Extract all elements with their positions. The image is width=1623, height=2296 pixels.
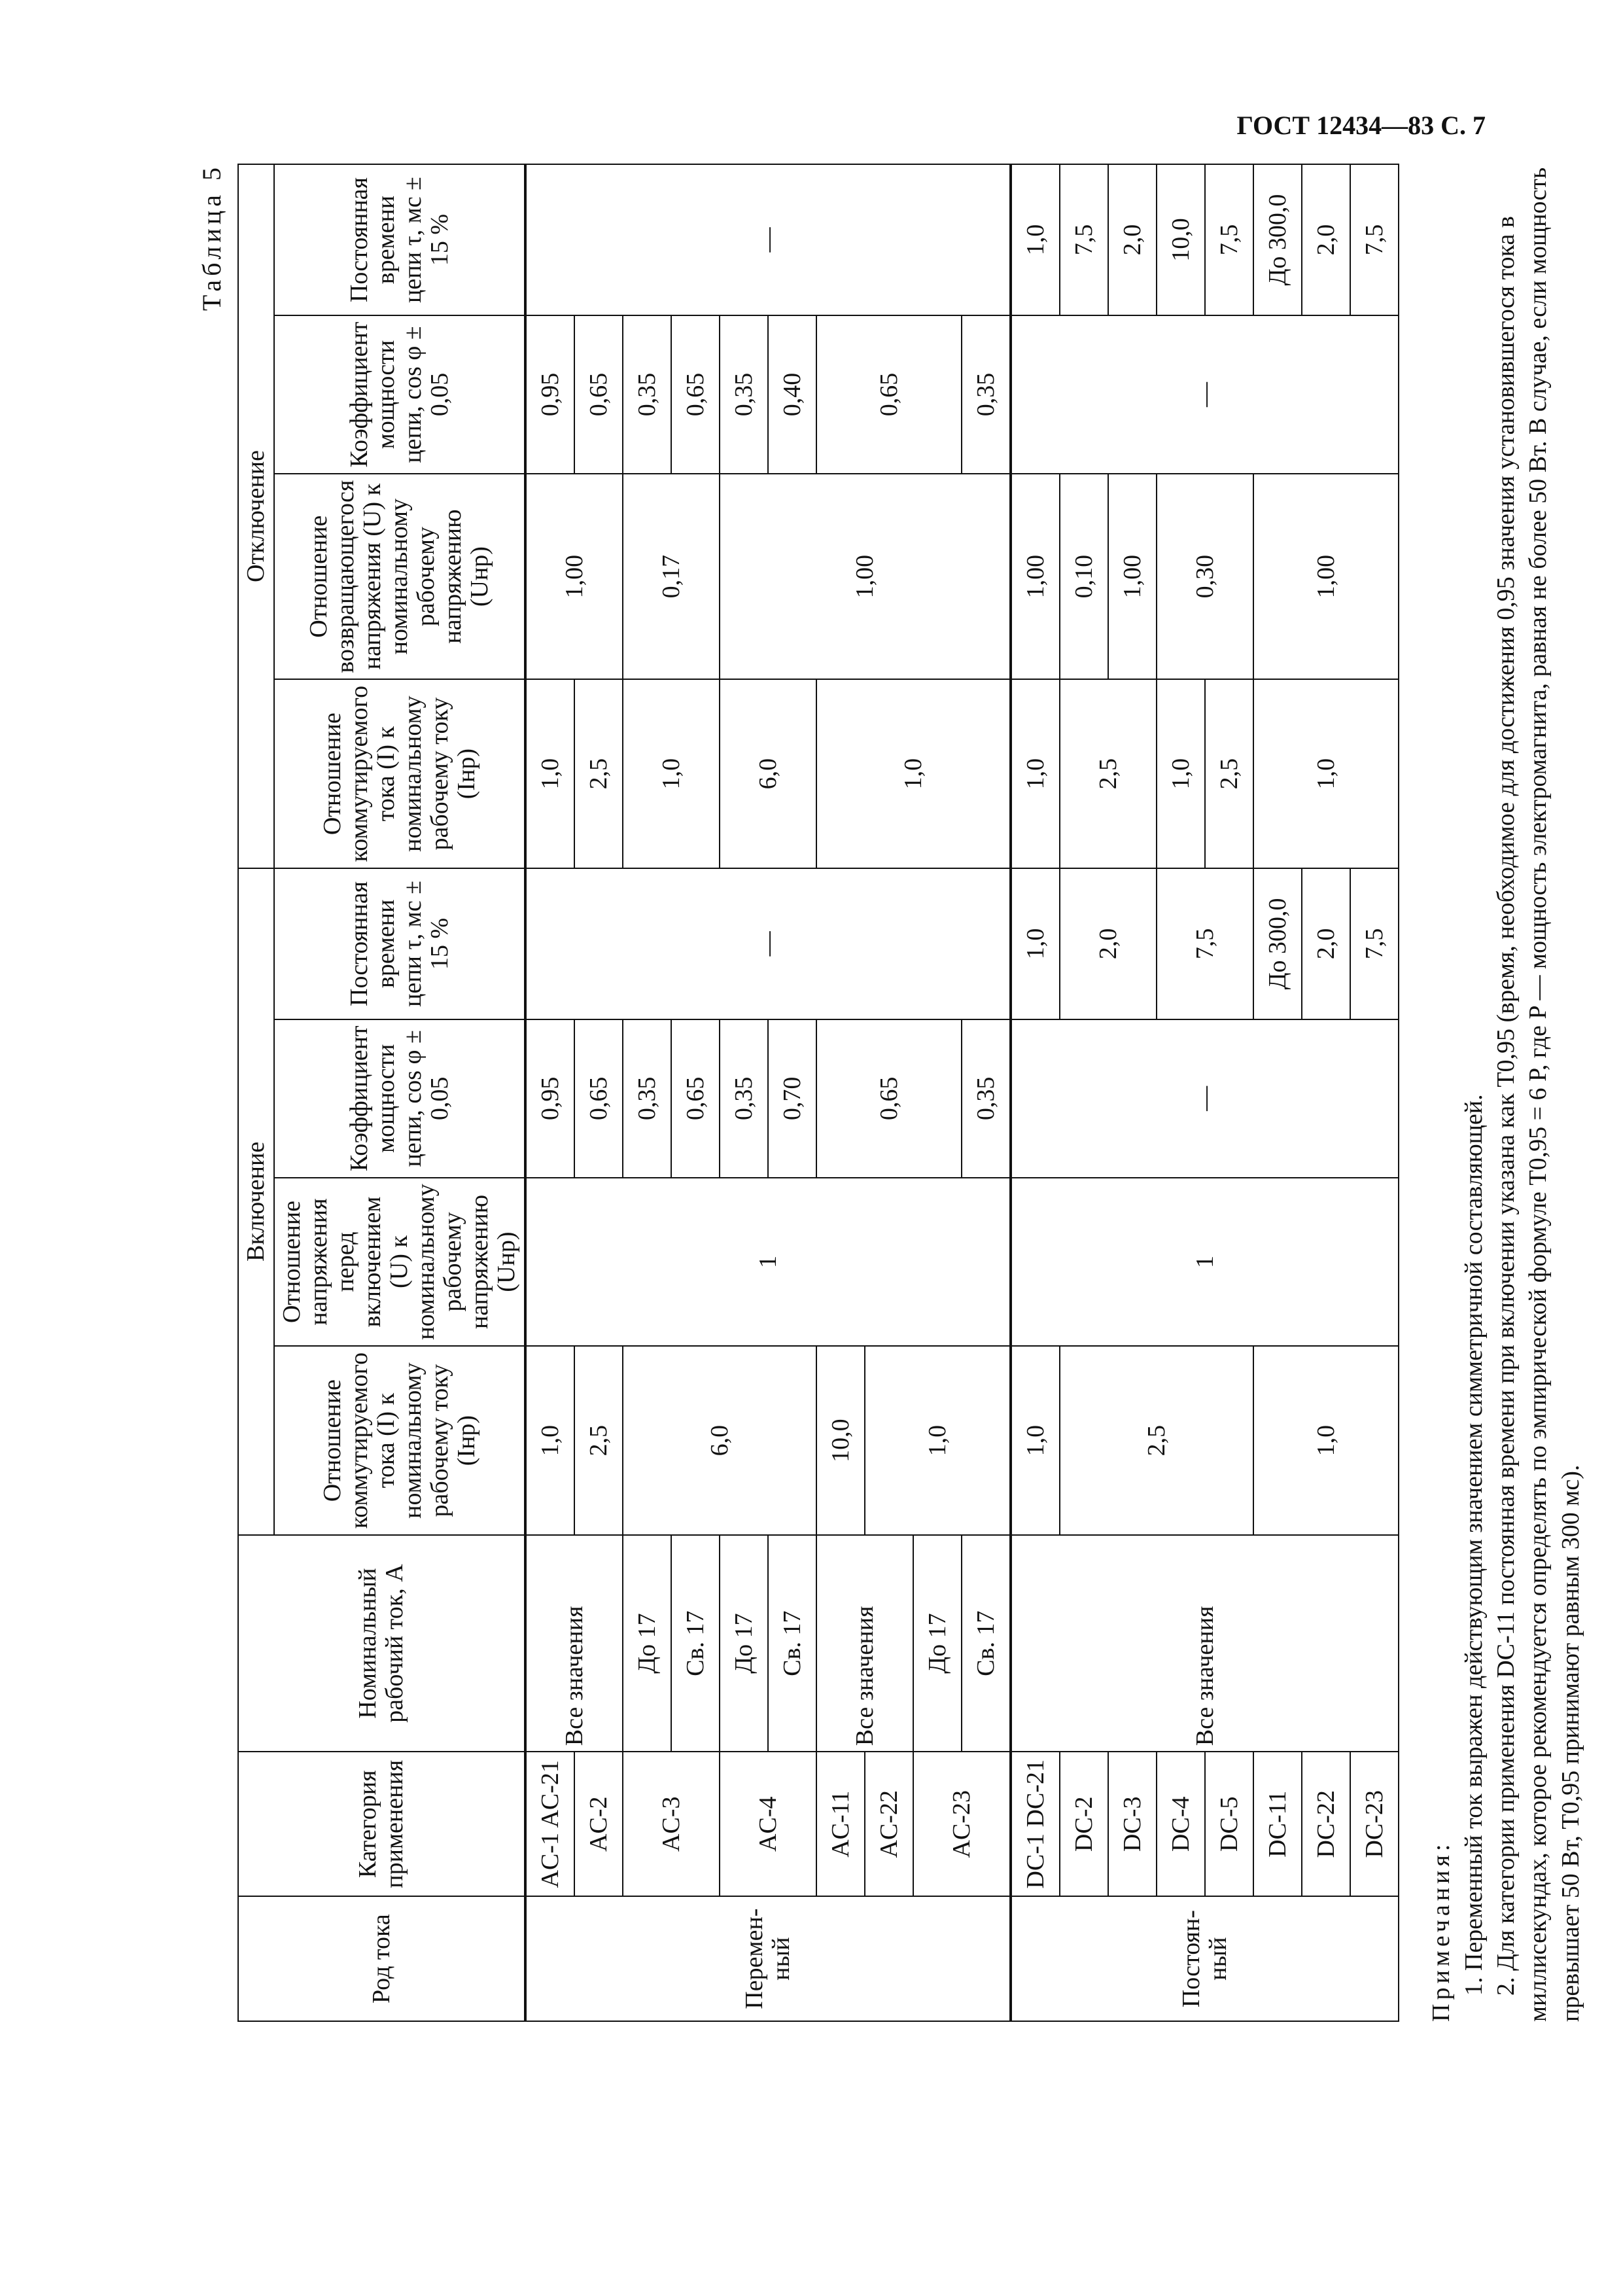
header-switching-off: Отключение (238, 164, 274, 868)
table-row (768, 164, 816, 2021)
off-current-cell: 1,0 (816, 679, 1011, 868)
on-cos-cell: 0,65 (671, 1019, 720, 1178)
off-cos-cell: 0,35 (623, 315, 671, 474)
note-item: 2. Для категории применения DC-11 постоянная времени при включении указана как T0,95 (время, необходимое для достижения 0,95 значения установившегося тока в миллисекундах, которое рекомендуется определять по эмпирической формуле T0,95 = 6 P, где P — мощность электромагнита, равная не более 50 Вт. В случае, если мощность превышает 50 Вт, T0,95 принимают равным 300 мс). (1492, 167, 1584, 2022)
rated-current-cell: Св. 17 (962, 1535, 1011, 1752)
category-cell: AC-1 AC-21 (525, 1752, 574, 1896)
off-current-cell: 2,5 (1060, 679, 1157, 868)
on-cos-cell: 0,65 (574, 1019, 623, 1178)
off-current-cell: 6,0 (720, 679, 816, 868)
on-current-cell: 1,0 (525, 1346, 574, 1535)
on-current-cell: 1,0 (1253, 1346, 1399, 1535)
category-cell: DC-2 (1060, 1752, 1108, 1896)
header-on-voltage-ratio: Отношение напряжения перед включением (U) к номинальному рабочему напряжению (Uнр) (274, 1178, 525, 1347)
off-cos-cell: — (1011, 315, 1399, 474)
on-tau-cell: 1,0 (1011, 868, 1060, 1019)
note-item: 1. Переменный ток выражен действующим значением симметричной составляющей. (1459, 1094, 1488, 1996)
document-reference: ГОСТ 12434—83 С. 7 (1236, 111, 1486, 140)
rated-current-cell: Все значения (525, 1535, 623, 1752)
category-cell: AC-2 (574, 1752, 623, 1896)
table-row (816, 164, 865, 2021)
off-cos-cell: 0,95 (525, 315, 574, 474)
off-current-cell: 1,0 (525, 679, 574, 868)
header-on-time-constant: Постоянная времени цепи τ, мс ± 15 % (274, 868, 525, 1019)
rated-current-cell: До 17 (913, 1535, 962, 1752)
on-current-cell: 6,0 (623, 1346, 816, 1535)
category-cell: DC-4 (1157, 1752, 1205, 1896)
off-tau-cell: 2,0 (1302, 164, 1350, 315)
category-cell: DC-11 (1253, 1752, 1302, 1896)
header-off-current-ratio: Отношение коммутируемого тока (I) к номинальному рабочему току (Iнр) (274, 679, 525, 868)
table-row (720, 164, 768, 2021)
on-current-cell: 2,5 (1060, 1346, 1253, 1535)
off-voltage-cell: 1,00 (525, 474, 623, 679)
off-voltage-cell: 0,17 (623, 474, 720, 679)
notes-heading: Примечания: (1427, 1840, 1456, 2022)
off-tau-cell: 10,0 (1157, 164, 1205, 315)
off-current-cell: 1,0 (623, 679, 720, 868)
header-off-power-factor: Коэффициент мощности цепи, cos φ ± 0,05 (274, 315, 525, 474)
rated-current-cell: Св. 17 (671, 1535, 720, 1752)
header-kind: Род тока (238, 1896, 525, 2021)
off-voltage-cell: 1,00 (720, 474, 1011, 679)
on-cos-cell: 0,65 (816, 1019, 962, 1178)
on-current-cell: 10,0 (816, 1346, 865, 1535)
table-row (623, 164, 671, 2021)
switching-conditions-table (237, 164, 1399, 2022)
off-current-cell: 1,0 (1157, 679, 1205, 868)
off-tau-cell: До 300,0 (1253, 164, 1302, 315)
rated-current-cell: Все значения (816, 1535, 913, 1752)
table-title: Таблица 5 (197, 164, 226, 311)
off-cos-cell: 0,40 (768, 315, 816, 474)
on-voltage-cell: 1 (1011, 1178, 1399, 1347)
header-off-voltage-ratio: Отношение возвращающегося напряжения (U) к номинальному рабочему напряжению (Uнр) (274, 474, 525, 679)
off-cos-cell: 0,35 (962, 315, 1011, 474)
off-current-cell: 2,5 (574, 679, 623, 868)
on-tau-cell: 2,0 (1060, 868, 1157, 1019)
off-voltage-cell: 1,00 (1253, 474, 1399, 679)
category-cell: AC-11 (816, 1752, 865, 1896)
header-switching-on: Включение (238, 868, 274, 1535)
category-cell: AC-4 (720, 1752, 816, 1896)
on-current-cell: 1,0 (865, 1346, 1011, 1535)
off-cos-cell: 0,65 (671, 315, 720, 474)
off-voltage-cell: 1,00 (1108, 474, 1157, 679)
category-cell: DC-3 (1108, 1752, 1157, 1896)
group-label-dc: Постоян- ный (1011, 1896, 1399, 2021)
category-cell: DC-5 (1205, 1752, 1253, 1896)
category-cell: DC-23 (1350, 1752, 1399, 1896)
table-row (1011, 164, 1060, 2021)
table-row (962, 164, 1011, 2021)
off-tau-cell: 2,0 (1108, 164, 1157, 315)
off-voltage-cell: 1,00 (1011, 474, 1060, 679)
off-cos-cell: 0,65 (816, 315, 962, 474)
rated-current-cell: До 17 (623, 1535, 671, 1752)
off-current-cell: 1,0 (1253, 679, 1399, 868)
off-tau-cell: 7,5 (1205, 164, 1253, 315)
header-rated-current: Номинальный рабочий ток, А (238, 1535, 525, 1752)
on-cos-cell: 0,35 (962, 1019, 1011, 1178)
category-cell: DC-1 DC-21 (1011, 1752, 1060, 1896)
notes (1425, 164, 1587, 2022)
on-tau-cell: 2,0 (1302, 868, 1350, 1019)
header-on-current-ratio: Отношение коммутируемого тока (I) к номинальному рабочему току (Iнр) (274, 1346, 525, 1535)
on-cos-cell: 0,70 (768, 1019, 816, 1178)
on-tau-cell: 7,5 (1157, 868, 1253, 1019)
on-cos-cell: — (1011, 1019, 1399, 1178)
off-tau-cell: 1,0 (1011, 164, 1060, 315)
off-cos-cell: 0,65 (574, 315, 623, 474)
table-row (525, 164, 574, 2021)
off-voltage-cell: 0,30 (1157, 474, 1253, 679)
off-cos-cell: 0,35 (720, 315, 768, 474)
on-tau-cell: — (525, 868, 1011, 1019)
on-cos-cell: 0,95 (525, 1019, 574, 1178)
off-current-cell: 2,5 (1205, 679, 1253, 868)
header-on-power-factor: Коэффициент мощности цепи, cos φ ± 0,05 (274, 1019, 525, 1178)
table-row (671, 164, 720, 2021)
off-tau-cell: 7,5 (1060, 164, 1108, 315)
on-current-cell: 1,0 (1011, 1346, 1060, 1535)
rotated-content (196, 164, 1587, 2022)
on-cos-cell: 0,35 (623, 1019, 671, 1178)
off-tau-cell: 7,5 (1350, 164, 1399, 315)
header-category: Категория применения (238, 1752, 525, 1896)
on-tau-cell: 7,5 (1350, 868, 1399, 1019)
rated-current-cell: До 17 (720, 1535, 768, 1752)
off-tau-cell: — (525, 164, 1011, 315)
rated-current-cell: Св. 17 (768, 1535, 816, 1752)
group-label-ac: Перемен- ный (525, 1896, 1011, 2021)
category-cell: AC-3 (623, 1752, 720, 1896)
category-cell: AC-22 (865, 1752, 913, 1896)
on-voltage-cell: 1 (525, 1178, 1011, 1347)
header-off-time-constant: Постоянная времени цепи τ, мс ± 15 % (274, 164, 525, 315)
category-cell: DC-22 (1302, 1752, 1350, 1896)
off-voltage-cell: 0,10 (1060, 474, 1108, 679)
off-current-cell: 1,0 (1011, 679, 1060, 868)
on-tau-cell: До 300,0 (1253, 868, 1302, 1019)
on-current-cell: 2,5 (574, 1346, 623, 1535)
category-cell: AC-23 (913, 1752, 1011, 1896)
on-cos-cell: 0,35 (720, 1019, 768, 1178)
rated-current-cell: Все значения (1011, 1535, 1399, 1752)
